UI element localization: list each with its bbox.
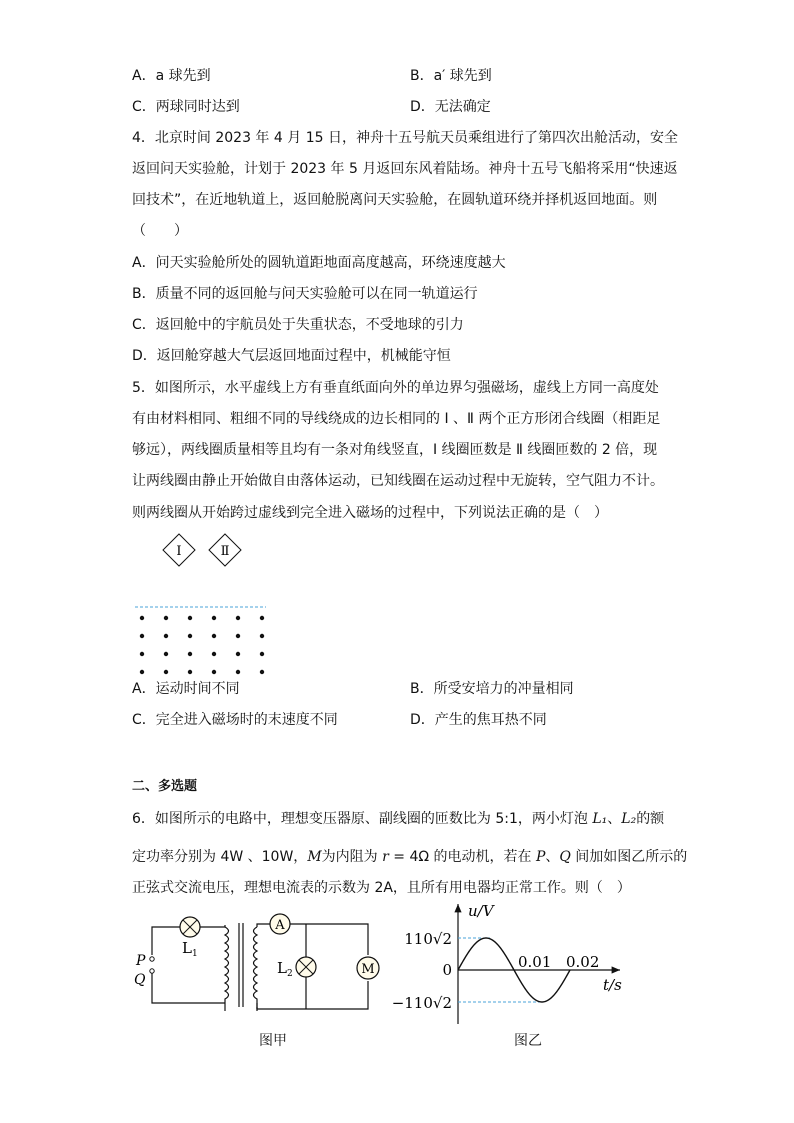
q3-option-c: C．两球同时达到	[132, 99, 240, 115]
field-dot	[140, 652, 144, 656]
origin-label: 0	[442, 961, 452, 979]
field-dot	[164, 616, 168, 620]
q3-option-d: D．无法确定	[410, 99, 491, 115]
field-dot	[188, 634, 192, 638]
q3-option-b: B．a′ 球先到	[410, 68, 492, 84]
x-axis-label: t/s	[603, 976, 622, 994]
q5-stem-line-3: 够远），两线圈质量相等且均有一条对角线竖直，Ⅰ 线圈匝数是 Ⅱ 线圈匝数的 2 倍，现	[132, 442, 658, 458]
field-dot	[260, 670, 264, 674]
field-dots	[140, 616, 264, 674]
y-max-label: 110√2	[404, 930, 452, 948]
q4-option-c: C．返回舱中的宇航员处于失重状态，不受地球的引力	[132, 317, 464, 333]
t1-label: 0.01	[518, 953, 552, 971]
bulb-l2-icon	[296, 957, 316, 977]
field-dot	[260, 616, 264, 620]
l2-symbol: L₂	[621, 811, 637, 827]
terminal-p-label: P	[136, 953, 146, 969]
q5-stem-line-2: 有由材料相同、粗细不同的导线绕成的边长相同的 Ⅰ 、Ⅱ 两个正方形闭合线圈（相距足	[132, 411, 661, 427]
field-dot	[140, 616, 144, 620]
svg-text:M: M	[361, 962, 375, 977]
q6-stem-line-1: 6．如图所示的电路中，理想变压器原、副线圈的匝数比为 5:1，两小灯泡 L₁、L₂的额	[132, 811, 665, 827]
q5-field-figure	[130, 530, 280, 680]
field-dot	[164, 652, 168, 656]
svg-text:1: 1	[192, 949, 198, 959]
field-dot	[140, 634, 144, 638]
q5-option-b: B．所受安培力的冲量相同	[410, 681, 574, 697]
circuit-diagram	[130, 905, 380, 1025]
q4-option-b: B．质量不同的返回舱与问天实验舱可以在同一轨道运行	[132, 286, 478, 302]
ammeter-icon	[270, 914, 290, 934]
field-dot	[236, 616, 240, 620]
section-heading: 二、多选题	[132, 779, 198, 794]
field-dot	[164, 670, 168, 674]
coil-2-diamond	[209, 534, 241, 566]
q4-option-a: A．问天实验舱所处的圆轨道距地面高度越高，环绕速度越大	[132, 255, 506, 271]
field-dot	[212, 670, 216, 674]
q5-stem-line-1: 5．如图所示，水平虚线上方有垂直纸面向外的单边界匀强磁场，虚线上方同一高度处	[132, 380, 659, 396]
terminal-q-label: Q	[134, 972, 146, 988]
bulb-l1-icon	[180, 917, 200, 937]
q5-stem-line-5: 则两线圈从开始跨过虚线到完全进入磁场的过程中，下列说法正确的是（ ）	[132, 505, 608, 521]
field-dot	[212, 634, 216, 638]
svg-text:A: A	[275, 918, 285, 933]
l1-symbol: L₁	[592, 811, 608, 827]
coil-1-label: Ⅰ	[176, 544, 182, 559]
q6-stem-line-3: 正弦式交流电压，理想电流表的示数为 2A，且所有用电器均正常工作。则（ ）	[132, 880, 631, 896]
q4-stem-line-2: 返回问天实验舱，计划于 2023 年 5 月返回东风着陆场。神舟十五号飞船将采用“快速返	[132, 161, 678, 177]
coil-1-diamond	[163, 534, 195, 566]
q4-stem-line-4: （ ）	[132, 223, 188, 239]
q5-stem-line-4: 让两线圈由静止开始做自由落体运动，已知线圈在运动过程中无旋转，空气阻力不计。	[132, 473, 664, 489]
field-dot	[260, 652, 264, 656]
q5-option-a: A．运动时间不同	[132, 681, 240, 697]
field-dot	[164, 634, 168, 638]
q3-option-a: A．a 球先到	[132, 68, 211, 84]
figure-2-caption: 图乙	[514, 1033, 542, 1049]
field-dot	[212, 652, 216, 656]
q4-option-d: D．返回舱穿越大气层返回地面过程中，机械能守恒	[132, 348, 451, 364]
field-dot	[236, 670, 240, 674]
label-l2: L	[277, 959, 287, 977]
field-dot	[140, 670, 144, 674]
q6-stem-line-2: 定功率分别为 4W 、10W，M为内阻为 r = 4Ω 的电动机，若在 P、Q 间加如图乙所示的	[132, 849, 688, 865]
q5-option-c: C．完全进入磁场时的末速度不同	[132, 712, 338, 728]
q5-option-d: D．产生的焦耳热不同	[410, 712, 547, 728]
voltage-graph	[390, 898, 630, 1028]
label-l1: L	[182, 939, 192, 957]
q4-stem-line-1: 4．北京时间 2023 年 4 月 15 日，神舟十五号航天员乘组进行了第四次出舱活动，安全	[132, 130, 678, 146]
field-dot	[260, 634, 264, 638]
svg-text:2: 2	[287, 969, 293, 979]
field-dot	[236, 652, 240, 656]
y-min-label: −110√2	[391, 994, 452, 1012]
coil-2-label: Ⅱ	[220, 544, 230, 559]
q4-stem-line-3: 回技术”，在近地轨道上，返回舱脱离问天实验舱，在圆轨道环绕并择机返回地面。则	[132, 192, 658, 208]
y-axis-label: u/V	[468, 902, 494, 920]
motor-icon	[357, 957, 379, 979]
field-dot	[188, 652, 192, 656]
field-dot	[212, 616, 216, 620]
field-dot	[236, 634, 240, 638]
field-dot	[188, 616, 192, 620]
field-dot	[188, 670, 192, 674]
t2-label: 0.02	[566, 953, 600, 971]
figure-1-caption: 图甲	[259, 1033, 287, 1049]
